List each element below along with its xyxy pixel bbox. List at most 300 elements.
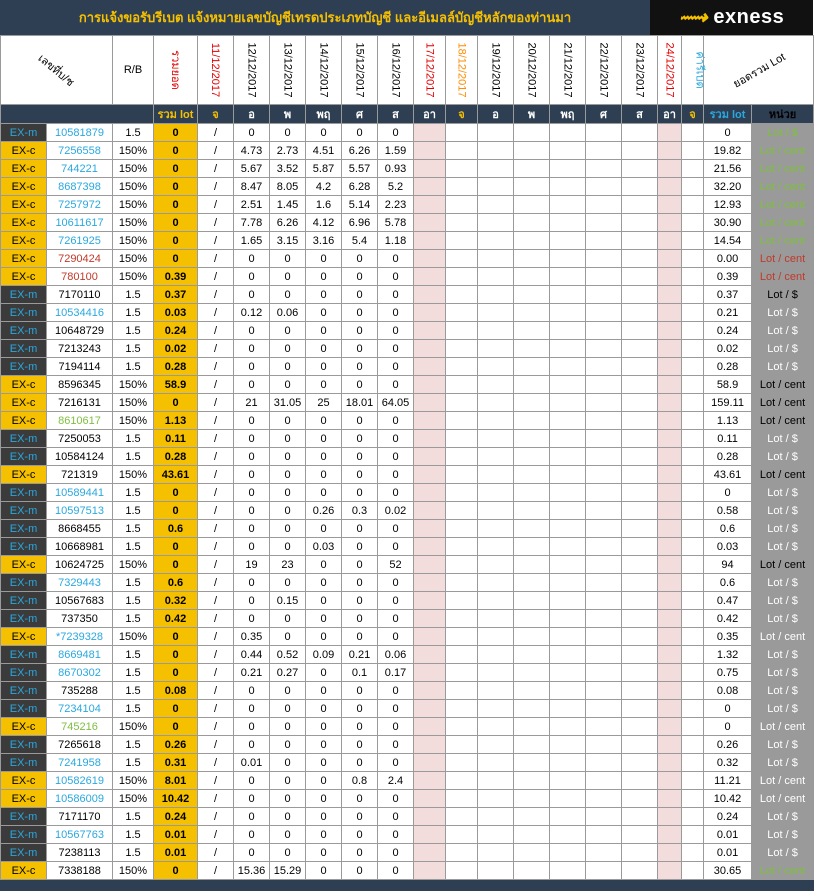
table-row[interactable]	[1, 808, 814, 826]
empty-day	[622, 736, 658, 754]
day-value: 0	[306, 556, 342, 574]
day-value: 0	[234, 538, 270, 556]
empty-day	[586, 304, 622, 322]
unit-cell: Lot / $	[752, 844, 814, 862]
sunday-cell	[658, 718, 682, 736]
day-value: 0	[342, 376, 378, 394]
day-value: 0	[270, 520, 306, 538]
separator: /	[198, 232, 234, 250]
rebate-cell	[682, 844, 704, 862]
account-type: EX-c	[1, 232, 47, 250]
account-type: EX-m	[1, 700, 47, 718]
sunday-cell	[414, 718, 446, 736]
rebate-cell	[682, 340, 704, 358]
day-value: 0	[342, 322, 378, 340]
empty-day	[586, 124, 622, 142]
date-label: 13/12/2017	[281, 42, 294, 98]
separator: /	[198, 160, 234, 178]
sunday-cell	[414, 862, 446, 880]
empty-day	[478, 304, 514, 322]
empty-day	[550, 754, 586, 772]
table-row[interactable]	[1, 430, 814, 448]
separator: /	[198, 322, 234, 340]
total-lot: 10.42	[154, 790, 198, 808]
empty-day	[446, 700, 478, 718]
separator: /	[198, 520, 234, 538]
empty-day	[550, 538, 586, 556]
sum-lot: 0.28	[704, 448, 752, 466]
empty-day	[514, 304, 550, 322]
date-header-6	[414, 36, 446, 104]
table-row[interactable]	[1, 700, 814, 718]
day-value: 0	[378, 268, 414, 286]
date-label: 18/12/2017	[455, 42, 468, 98]
date-label: 20/12/2017	[525, 42, 538, 98]
empty-day	[446, 790, 478, 808]
day-value: 0	[378, 322, 414, 340]
table-row[interactable]	[1, 124, 814, 142]
day-value: 0	[270, 718, 306, 736]
empty-day	[550, 340, 586, 358]
day-value: 0	[306, 340, 342, 358]
rb-value: 1.5	[113, 430, 154, 448]
empty-day	[586, 718, 622, 736]
empty-day	[586, 268, 622, 286]
day-value: 0	[234, 340, 270, 358]
empty-day	[622, 862, 658, 880]
empty-day	[550, 196, 586, 214]
rb-value: 1.5	[113, 664, 154, 682]
day-value: 0	[270, 574, 306, 592]
separator: /	[198, 124, 234, 142]
day-value: 1.6	[306, 196, 342, 214]
empty-day	[622, 790, 658, 808]
day-value: 0	[378, 376, 414, 394]
table-row[interactable]	[1, 520, 814, 538]
day-value: 0	[378, 628, 414, 646]
day-value: 0	[378, 682, 414, 700]
separator: /	[198, 826, 234, 844]
rb-value: 150%	[113, 196, 154, 214]
rebate-cell	[682, 646, 704, 664]
table-row[interactable]	[1, 844, 814, 862]
empty-day	[478, 808, 514, 826]
day-value: 8.47	[234, 178, 270, 196]
empty-day	[586, 592, 622, 610]
separator: /	[198, 682, 234, 700]
empty-day	[550, 160, 586, 178]
day-value: 0	[234, 520, 270, 538]
total-lot: 0.01	[154, 826, 198, 844]
rb-value: 1.5	[113, 592, 154, 610]
day-value: 0	[378, 340, 414, 358]
table-footer	[1, 880, 814, 891]
total-lot: 0.28	[154, 358, 198, 376]
table-row[interactable]	[1, 214, 814, 232]
empty-day	[550, 412, 586, 430]
day-value: 0	[342, 592, 378, 610]
empty-day	[514, 250, 550, 268]
day-value: 0	[306, 268, 342, 286]
table-row[interactable]	[1, 178, 814, 196]
date-header-0	[198, 36, 234, 104]
empty-day	[478, 646, 514, 664]
subheader-cell: จ	[198, 105, 234, 124]
rebate-cell	[682, 628, 704, 646]
separator: /	[198, 286, 234, 304]
empty-day	[550, 250, 586, 268]
day-value: 0	[270, 628, 306, 646]
day-value: 0.8	[342, 772, 378, 790]
sum-lot: 0.39	[704, 268, 752, 286]
table-row[interactable]	[1, 718, 814, 736]
day-value: 0	[234, 430, 270, 448]
day-value: 0	[234, 718, 270, 736]
footer-bar	[1, 880, 814, 891]
account-type: EX-c	[1, 142, 47, 160]
rb-value: 150%	[113, 214, 154, 232]
empty-day	[478, 862, 514, 880]
rb-value: 1.5	[113, 286, 154, 304]
rebate-cell	[682, 466, 704, 484]
sunday-cell	[658, 142, 682, 160]
table-row[interactable]	[1, 358, 814, 376]
total-lot: 0.6	[154, 520, 198, 538]
account-number: 735288	[47, 682, 113, 700]
empty-day	[586, 574, 622, 592]
day-value: 0	[378, 466, 414, 484]
empty-day	[622, 646, 658, 664]
empty-day	[622, 286, 658, 304]
table-row[interactable]	[1, 646, 814, 664]
empty-day	[550, 808, 586, 826]
separator: /	[198, 448, 234, 466]
total-lot: 0	[154, 862, 198, 880]
rb-value: 1.5	[113, 844, 154, 862]
table-row[interactable]	[1, 592, 814, 610]
unit-cell: Lot / cent	[752, 178, 814, 196]
day-value: 0	[306, 286, 342, 304]
table-row[interactable]	[1, 160, 814, 178]
table-row[interactable]	[1, 574, 814, 592]
rebate-cell	[682, 322, 704, 340]
day-value: 0	[342, 466, 378, 484]
empty-day	[514, 448, 550, 466]
empty-day	[586, 844, 622, 862]
day-value: 1.59	[378, 142, 414, 160]
day-value: 0	[342, 484, 378, 502]
day-value: 0.15	[270, 592, 306, 610]
table-row[interactable]	[1, 502, 814, 520]
total-lot: 8.01	[154, 772, 198, 790]
empty-day	[550, 232, 586, 250]
subheader-cell: ส	[622, 105, 658, 124]
table-row[interactable]	[1, 862, 814, 880]
day-value: 0.1	[342, 664, 378, 682]
empty-day	[622, 610, 658, 628]
sunday-cell	[658, 340, 682, 358]
account-type: EX-c	[1, 556, 47, 574]
sum-lot-header: ยอดรวม Lot	[704, 36, 814, 105]
rebate-cell	[682, 502, 704, 520]
total-lot: 0.24	[154, 808, 198, 826]
unit-cell: Lot / $	[752, 664, 814, 682]
account-number: 8610617	[47, 412, 113, 430]
table-row[interactable]	[1, 610, 814, 628]
account-number: *7239328	[47, 628, 113, 646]
rebate-cell	[682, 520, 704, 538]
empty-day	[586, 376, 622, 394]
sum-lot: 0.58	[704, 502, 752, 520]
separator: /	[198, 844, 234, 862]
table-row[interactable]	[1, 340, 814, 358]
day-value: 0	[270, 466, 306, 484]
sunday-cell	[658, 466, 682, 484]
sum-lot: 11.21	[704, 772, 752, 790]
rb-value: 150%	[113, 772, 154, 790]
account-type: EX-c	[1, 178, 47, 196]
empty-day	[586, 826, 622, 844]
day-value: 0	[234, 826, 270, 844]
empty-day	[446, 718, 478, 736]
day-value: 0	[270, 808, 306, 826]
table-row[interactable]	[1, 196, 814, 214]
table-row[interactable]	[1, 484, 814, 502]
day-value: 0	[306, 430, 342, 448]
unit-cell: Lot / cent	[752, 232, 814, 250]
table-row[interactable]	[1, 736, 814, 754]
sunday-cell	[658, 376, 682, 394]
table-row[interactable]	[1, 322, 814, 340]
day-value: 5.4	[342, 232, 378, 250]
rb-value: 1.5	[113, 808, 154, 826]
day-value: 0	[234, 268, 270, 286]
empty-day	[586, 340, 622, 358]
empty-day	[586, 430, 622, 448]
day-value: 0	[342, 700, 378, 718]
day-value: 0	[306, 718, 342, 736]
day-value: 0	[306, 610, 342, 628]
date-header-4	[342, 36, 378, 104]
empty-day	[550, 610, 586, 628]
day-value: 0	[306, 682, 342, 700]
empty-day	[478, 700, 514, 718]
rebate-cell	[682, 250, 704, 268]
day-value: 0	[378, 862, 414, 880]
empty-day	[586, 322, 622, 340]
sunday-cell	[658, 196, 682, 214]
empty-day	[514, 322, 550, 340]
empty-day	[586, 466, 622, 484]
account-number: 8669481	[47, 646, 113, 664]
brand-logo	[650, 0, 813, 35]
empty-day	[586, 754, 622, 772]
date-header-7	[446, 36, 478, 104]
total-lot: 0.01	[154, 844, 198, 862]
table-row[interactable]	[1, 268, 814, 286]
subheader-cell: จ	[682, 105, 704, 124]
table-row[interactable]	[1, 142, 814, 160]
day-value: 0	[378, 484, 414, 502]
day-value: 5.57	[342, 160, 378, 178]
table-row[interactable]	[1, 466, 814, 484]
total-lot: 0.31	[154, 754, 198, 772]
day-value: 0	[378, 250, 414, 268]
empty-day	[514, 610, 550, 628]
day-value: 0	[378, 610, 414, 628]
date-headers	[198, 36, 682, 105]
unit-cell: Lot / $	[752, 322, 814, 340]
day-value: 0	[342, 844, 378, 862]
table-row[interactable]	[1, 826, 814, 844]
sum-lot: 1.32	[704, 646, 752, 664]
date-label: 15/12/2017	[353, 42, 366, 98]
table-row[interactable]	[1, 232, 814, 250]
empty-day	[478, 772, 514, 790]
day-value: 0.06	[270, 304, 306, 322]
table-row[interactable]	[1, 412, 814, 430]
sunday-cell	[658, 232, 682, 250]
sunday-cell	[414, 466, 446, 484]
table-row[interactable]	[1, 664, 814, 682]
unit-cell: Lot / $	[752, 682, 814, 700]
table-row[interactable]	[1, 286, 814, 304]
empty-day	[622, 250, 658, 268]
rb-value: 1.5	[113, 484, 154, 502]
empty-day	[446, 646, 478, 664]
empty-day	[514, 196, 550, 214]
empty-day	[586, 484, 622, 502]
day-value: 1.45	[270, 196, 306, 214]
account-type: EX-m	[1, 430, 47, 448]
subheader-cell: จ	[446, 105, 478, 124]
day-value: 0	[270, 430, 306, 448]
day-value: 0	[234, 592, 270, 610]
rebate-cell	[682, 574, 704, 592]
account-type: EX-c	[1, 862, 47, 880]
rebate-cell	[682, 160, 704, 178]
table-row[interactable]	[1, 772, 814, 790]
total-lot: 0	[154, 394, 198, 412]
empty-day	[446, 268, 478, 286]
day-value: 0	[270, 610, 306, 628]
account-type: EX-m	[1, 502, 47, 520]
sunday-cell	[658, 862, 682, 880]
empty-day	[478, 322, 514, 340]
date-label: 24/12/2017	[663, 42, 676, 98]
day-value: 0	[342, 430, 378, 448]
day-value: 23	[270, 556, 306, 574]
date-label: 17/12/2017	[423, 42, 436, 98]
separator: /	[198, 340, 234, 358]
day-value: 0	[234, 322, 270, 340]
sunday-cell	[658, 412, 682, 430]
empty-day	[622, 124, 658, 142]
subheader-cell	[1, 105, 154, 124]
day-value: 15.36	[234, 862, 270, 880]
sum-lot: 19.82	[704, 142, 752, 160]
ex-swoosh-icon: ⟿	[678, 7, 708, 29]
date-header-1	[234, 36, 270, 104]
day-value: 0	[234, 736, 270, 754]
separator: /	[198, 412, 234, 430]
empty-day	[478, 520, 514, 538]
rb-value: 150%	[113, 178, 154, 196]
day-value: 3.52	[270, 160, 306, 178]
empty-day	[478, 214, 514, 232]
table-row[interactable]	[1, 394, 814, 412]
table-row[interactable]	[1, 538, 814, 556]
rebate-table	[0, 35, 814, 891]
sunday-cell	[414, 682, 446, 700]
day-value: 0	[342, 628, 378, 646]
account-type: EX-c	[1, 268, 47, 286]
table-row[interactable]	[1, 754, 814, 772]
account-type: EX-c	[1, 466, 47, 484]
table-row[interactable]	[1, 250, 814, 268]
account-number: 10648729	[47, 322, 113, 340]
empty-day	[446, 664, 478, 682]
empty-day	[622, 664, 658, 682]
empty-day	[622, 682, 658, 700]
day-value: 0	[342, 808, 378, 826]
empty-day	[478, 790, 514, 808]
date-label: 16/12/2017	[389, 42, 402, 98]
table-row[interactable]	[1, 376, 814, 394]
sunday-cell	[414, 736, 446, 754]
day-value: 19	[234, 556, 270, 574]
rebate-cell	[682, 772, 704, 790]
day-value: 0	[306, 736, 342, 754]
table-row[interactable]	[1, 556, 814, 574]
day-value: 4.12	[306, 214, 342, 232]
table-row[interactable]	[1, 790, 814, 808]
rebate-cell	[682, 718, 704, 736]
empty-day	[514, 502, 550, 520]
empty-day	[586, 214, 622, 232]
table-row[interactable]	[1, 448, 814, 466]
table-row[interactable]	[1, 682, 814, 700]
sunday-cell	[658, 754, 682, 772]
empty-day	[446, 826, 478, 844]
sunday-cell	[414, 826, 446, 844]
unit-cell: Lot / cent	[752, 718, 814, 736]
unit-cell: Lot / $	[752, 574, 814, 592]
account-type: EX-m	[1, 610, 47, 628]
empty-day	[446, 250, 478, 268]
account-number: 7241958	[47, 754, 113, 772]
empty-day	[622, 196, 658, 214]
unit-cell: Lot / $	[752, 340, 814, 358]
unit-cell: Lot / cent	[752, 160, 814, 178]
empty-day	[446, 628, 478, 646]
table-row[interactable]	[1, 628, 814, 646]
total-lot: 0	[154, 628, 198, 646]
sunday-cell	[658, 448, 682, 466]
sum-lot: 12.93	[704, 196, 752, 214]
day-value: 0	[342, 448, 378, 466]
account-type: EX-m	[1, 124, 47, 142]
separator: /	[198, 790, 234, 808]
rebate-cell	[682, 430, 704, 448]
empty-day	[514, 574, 550, 592]
rb-value: 1.5	[113, 448, 154, 466]
sunday-cell	[414, 484, 446, 502]
table-row[interactable]	[1, 304, 814, 322]
empty-day	[550, 682, 586, 700]
day-value: 0	[342, 862, 378, 880]
account-type: EX-m	[1, 664, 47, 682]
